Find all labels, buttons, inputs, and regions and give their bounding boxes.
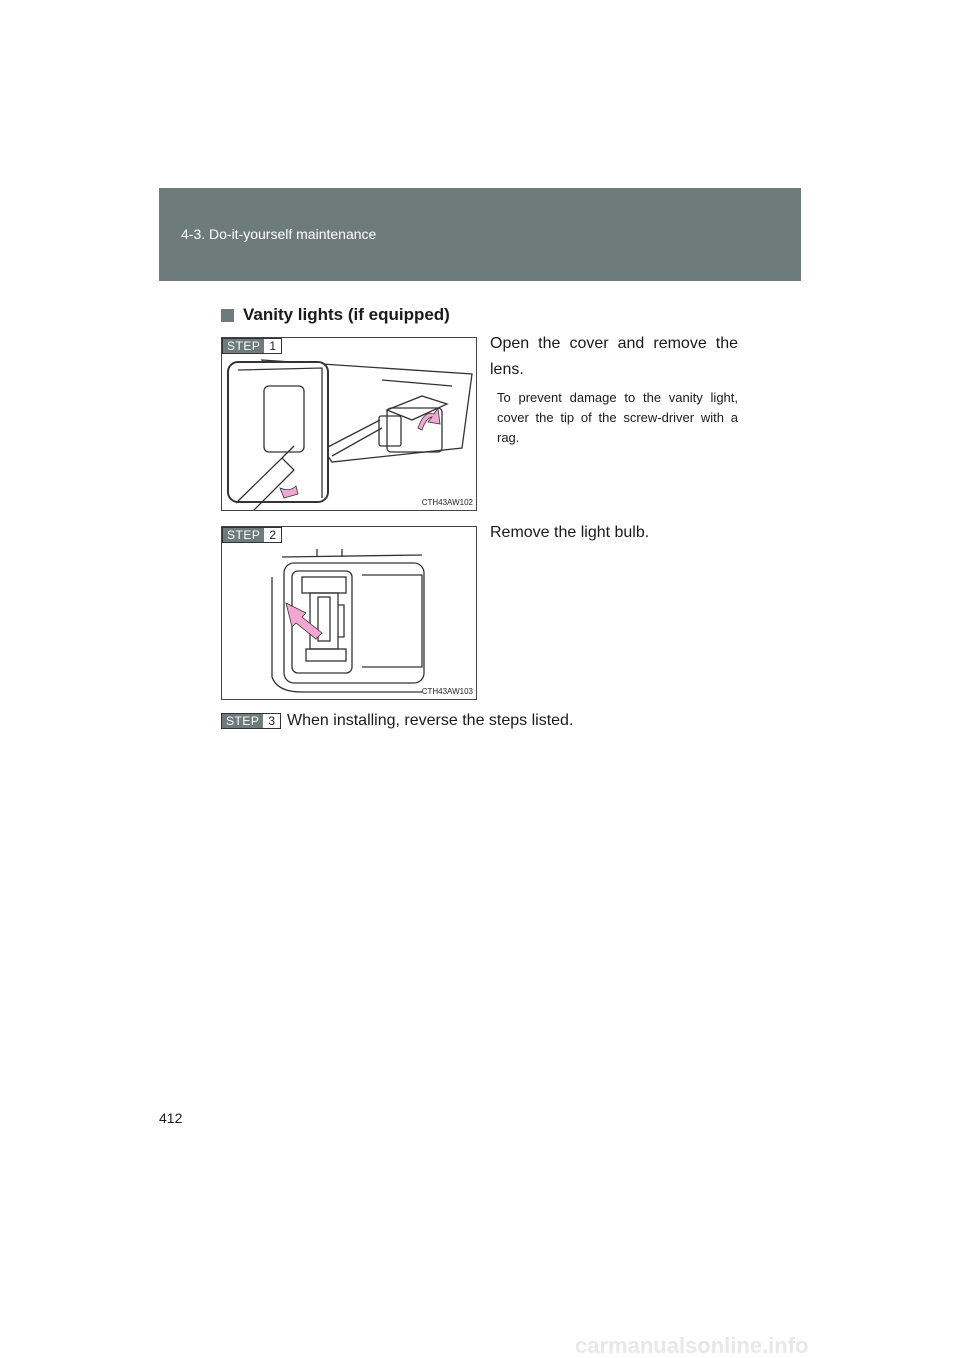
step-2-text: Remove the light bulb.: [490, 524, 650, 541]
step-3-badge: STEP 3: [221, 713, 281, 729]
figure-code-2: CTH43AW103: [421, 687, 473, 696]
page-number: 412: [159, 1110, 183, 1126]
step-1-text: Open the cover and remove the lens.: [490, 335, 738, 378]
step-3-row: [221, 712, 573, 730]
step-3-text: When installing, reverse the steps listed.: [287, 712, 574, 729]
illustration-remove-bulb: [222, 527, 477, 700]
header-band: [159, 188, 801, 281]
step-1-note: To prevent damage to the vanity light, cover the tip of the screw-driver with a rag.: [497, 390, 738, 445]
step-1-badge: STEP 1: [222, 338, 282, 354]
section-title: 4-3. Do-it-yourself maintenance: [181, 226, 377, 242]
watermark-logo: [575, 1335, 955, 1357]
figure-step-2: [221, 526, 477, 700]
figure-code-1: CTH43AW102: [421, 498, 473, 507]
svg-text:carmanualsonline.info: carmanualsonline.info: [575, 1335, 809, 1357]
step-2-badge: STEP 2: [222, 527, 282, 543]
heading-text: Vanity lights (if equipped): [243, 305, 450, 324]
section-heading: [221, 305, 450, 325]
figure-step-1: [221, 337, 477, 511]
illustration-remove-lens: [222, 338, 477, 511]
square-bullet-icon: [221, 309, 234, 322]
